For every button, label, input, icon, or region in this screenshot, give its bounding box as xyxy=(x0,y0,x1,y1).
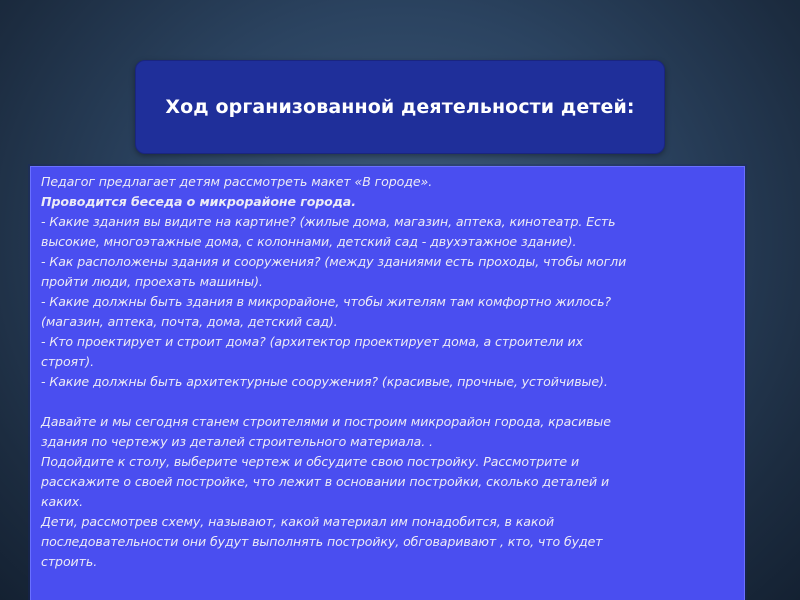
text-line-3: - Какие здания вы видите на картине? (жилые дома, магазин, аптека, кинотеатр. Есть xyxy=(41,214,616,229)
title-box xyxy=(135,60,665,154)
text-line-15: Подойдите к столу, выберите чертеж и обсудите свою постройку. Рассмотрите и xyxy=(41,454,580,469)
text-line-6: пройти люди, проехать машины). xyxy=(41,274,263,289)
text-line-4: высокие, многоэтажные дома, с колоннами, детский сад - двухэтажное здание). xyxy=(41,234,577,249)
text-line-8: (магазин, аптека, почта, дома, детский сад). xyxy=(41,314,338,329)
text-line-18: Дети, рассмотрев схему, называют, какой материал им понадобится, в какой xyxy=(41,514,555,529)
text-line-11: - Какие должны быть архитектурные сооружения? (красивые, прочные, устойчивые). xyxy=(41,374,608,389)
text-line-10: строят). xyxy=(41,354,94,369)
blank-line xyxy=(41,392,736,412)
text-line-5: - Как расположены здания и сооружения? (между зданиями есть проходы, чтобы могли xyxy=(41,254,627,269)
text-line-2: Проводится беседа о микрорайоне города. xyxy=(41,194,356,209)
text-line-9: - Кто проектирует и строит дома? (архитектор проектирует дома, а строители их xyxy=(41,334,583,349)
text-line-20: строить. xyxy=(41,554,98,569)
slide-title: Ход организованной деятельности детей: xyxy=(165,96,635,118)
text-line-19: последовательности они будут выполнять постройку, обговаривают , кто, что будет xyxy=(41,534,603,549)
content-box xyxy=(30,166,745,600)
text-line-1: Педагог предлагает детям рассмотреть макет «В городе». xyxy=(41,174,433,189)
text-line-14: здания по чертежу из деталей строительного материала. . xyxy=(41,434,433,449)
text-line-7: - Какие должны быть здания в микрорайоне, чтобы жителям там комфортно жилось? xyxy=(41,294,612,309)
text-line-16: расскажите о своей постройке, что лежит в основании постройки, сколько деталей и xyxy=(41,474,610,489)
text-line-17: каких. xyxy=(41,494,83,509)
text-line-13: Давайте и мы сегодня станем строителями и построим микрорайон города, красивые xyxy=(41,414,611,429)
